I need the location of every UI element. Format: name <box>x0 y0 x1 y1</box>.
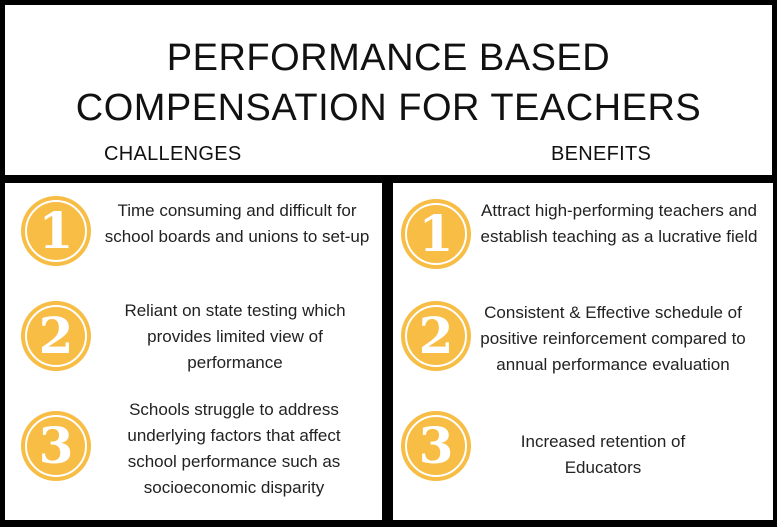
number-badge-icon <box>401 411 471 481</box>
header-panel <box>5 5 772 175</box>
number-badge-icon <box>401 301 471 371</box>
challenge-text: Reliant on state testing which provides limited view of performance <box>124 301 346 372</box>
benefit-text: Consistent & Effective schedule of positive reinforcement compared to annual performance evaluation <box>480 303 746 374</box>
title-line-1: PERFORMANCE BASED <box>166 37 611 79</box>
badge-number: 3 <box>418 416 454 475</box>
benefits-panel <box>393 183 773 520</box>
page-title <box>5 33 772 133</box>
challenges-panel <box>5 183 382 520</box>
benefits-heading: BENEFITS <box>551 143 652 165</box>
benefit-text: Increased retention of Educators <box>520 432 686 477</box>
title-line-2: COMPENSATION FOR TEACHERS <box>75 87 702 129</box>
badge-number: 1 <box>418 204 454 263</box>
benefit-text: Attract high-performing teachers and establish teaching as a lucrative field <box>480 201 758 246</box>
badge-number: 3 <box>38 416 74 475</box>
challenges-heading: CHALLENGES <box>104 143 242 165</box>
badge-number: 1 <box>38 201 74 260</box>
number-badge-icon <box>21 196 91 266</box>
number-badge-icon <box>21 411 91 481</box>
challenge-text: Time consuming and difficult for school boards and unions to set-up <box>104 201 370 246</box>
number-badge-icon <box>401 199 471 269</box>
challenge-text: Schools struggle to address underlying factors that affect school performance such as socioeconomic disparity <box>127 400 341 497</box>
badge-number: 2 <box>38 306 74 365</box>
number-badge-icon <box>21 301 91 371</box>
badge-number: 2 <box>418 306 454 365</box>
